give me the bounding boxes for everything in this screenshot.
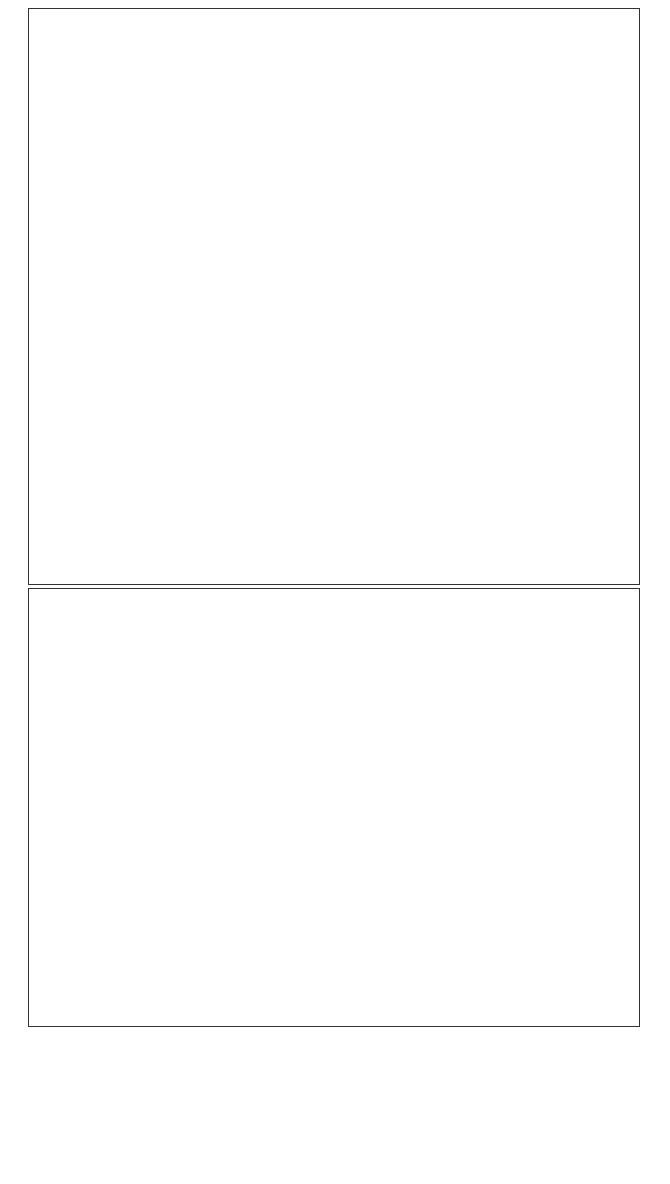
catalog-grid-top: [28, 8, 640, 585]
catalog-grid-bottom: [28, 588, 640, 1027]
